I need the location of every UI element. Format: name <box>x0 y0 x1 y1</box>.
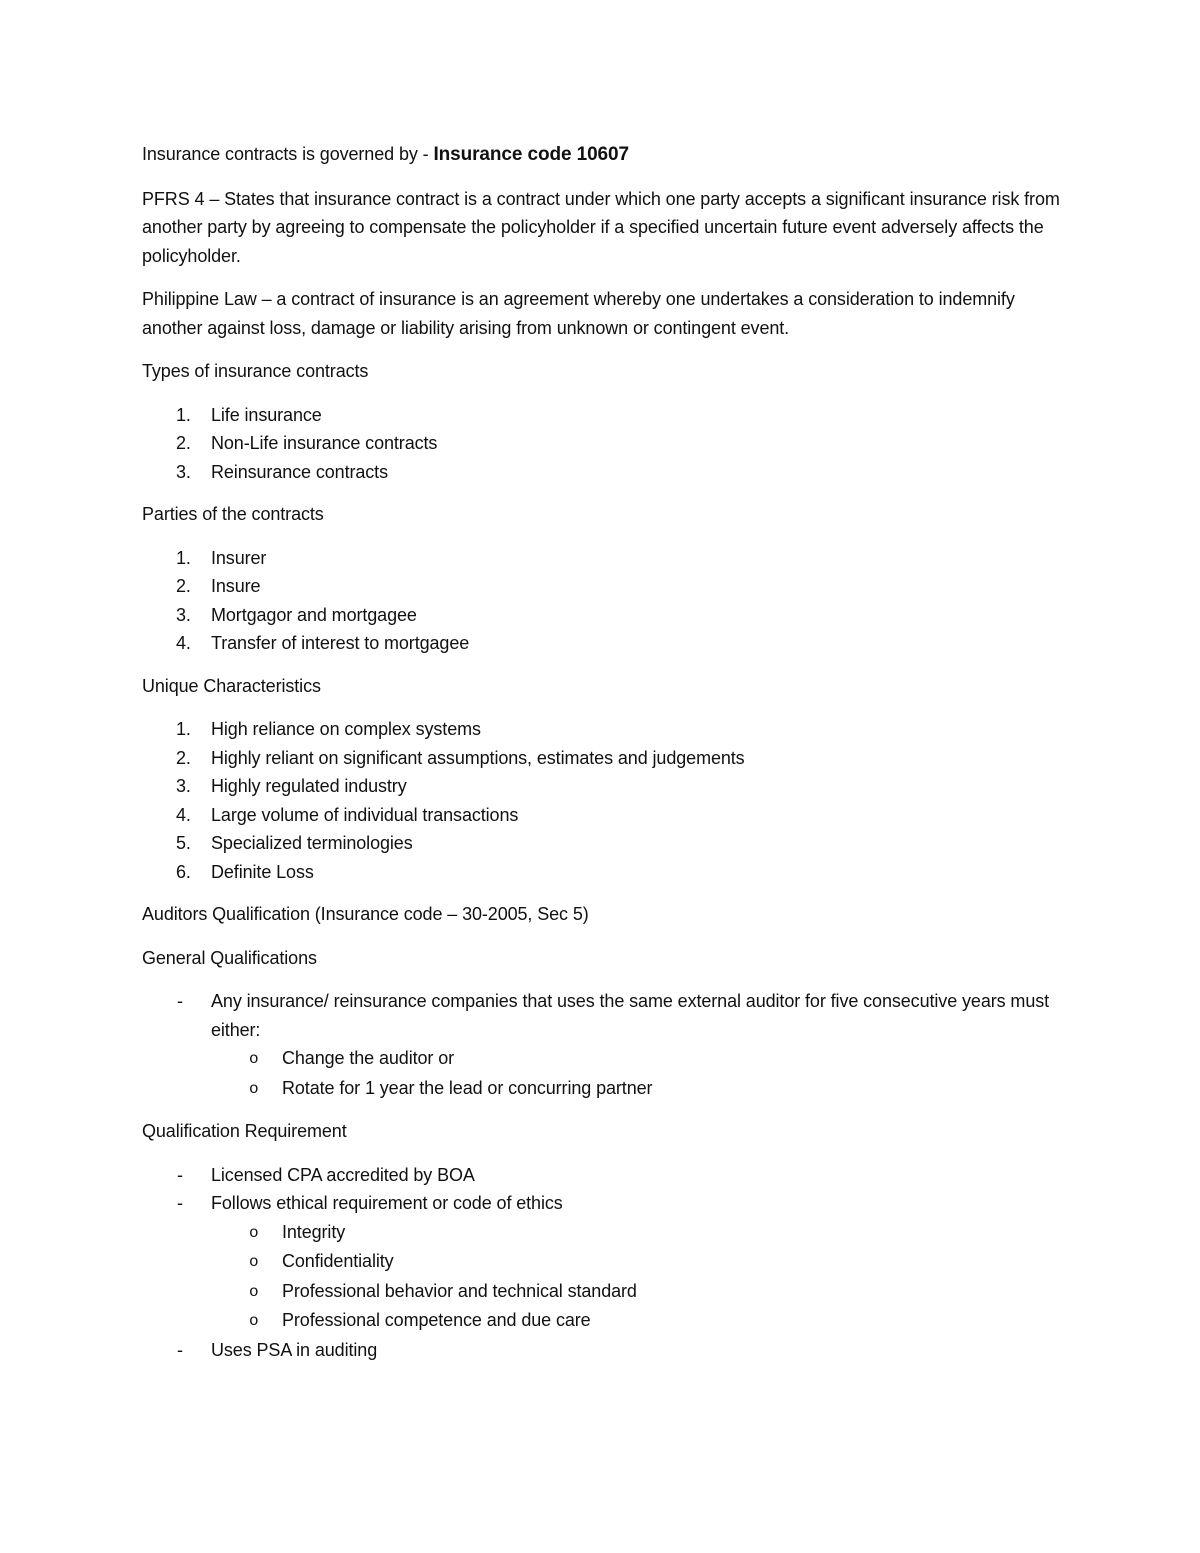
list-item <box>142 429 1062 458</box>
circle-bullet: o <box>249 1223 259 1242</box>
sub-list-item <box>211 1074 1062 1104</box>
sub-list-item-text: Integrity <box>282 1221 346 1242</box>
sub-list-item-text: Change the auditor or <box>282 1048 455 1068</box>
parties-heading: Parties of the contracts <box>142 504 324 524</box>
list-item-text: Definite Loss <box>211 861 314 882</box>
list-item-text: High reliance on complex systems <box>211 719 481 739</box>
list-item <box>142 987 1062 1103</box>
sub-list-item-text: Professional behavior and technical standard <box>282 1280 637 1301</box>
types-list <box>142 401 1062 487</box>
list-item <box>142 458 1062 487</box>
unique-list <box>142 715 1062 886</box>
list-item <box>142 858 1062 887</box>
sub-list-item-text: Rotate for 1 year the lead or concurring partner <box>282 1077 653 1098</box>
list-number: 5. <box>176 833 191 853</box>
governing-law-paragraph <box>142 140 1062 170</box>
list-item <box>142 401 1062 430</box>
sub-list-item <box>211 1218 1062 1248</box>
list-item <box>142 572 1062 601</box>
list-item-text: Highly regulated industry <box>211 776 407 796</box>
sub-list-item-text: Confidentiality <box>282 1251 394 1271</box>
list-number: 3. <box>176 776 191 796</box>
list-number: 2. <box>176 433 191 453</box>
circle-bullet: o <box>249 1312 259 1330</box>
list-number: 1. <box>176 547 191 568</box>
list-item-text: Any insurance/ reinsurance companies that uses the same external auditor for five consecutive years must either: <box>211 991 1050 1040</box>
list-item-text: Mortgagor and mortgagee <box>211 604 417 625</box>
sub-list-item-text: Professional competence and due care <box>282 1310 591 1330</box>
sub-list-item <box>211 1247 1062 1277</box>
general-sub-list <box>211 1044 1062 1103</box>
list-item-text: Specialized terminologies <box>211 833 413 853</box>
list-item-text: Insure <box>211 576 261 596</box>
list-item-text: Transfer of interest to mortgagee <box>211 633 470 653</box>
list-item <box>142 715 1062 744</box>
list-item <box>142 772 1062 801</box>
general-heading: General Qualifications <box>142 947 317 968</box>
circle-bullet: o <box>249 1282 259 1301</box>
list-item-text: Uses PSA in auditing <box>211 1339 378 1360</box>
list-item-text: Non-Life insurance contracts <box>211 433 438 453</box>
dash-bullet: - <box>177 991 183 1011</box>
list-item-text: Large volume of individual transactions <box>211 804 519 825</box>
list-number: 4. <box>176 804 191 825</box>
list-number: 6. <box>176 861 191 882</box>
list-item-text: Insurer <box>211 547 267 568</box>
list-item-text: Follows ethical requirement or code of ethics <box>211 1193 563 1213</box>
list-number: 2. <box>176 576 191 596</box>
list-item <box>142 629 1062 658</box>
list-number: 1. <box>176 719 191 739</box>
dash-bullet: - <box>177 1193 183 1213</box>
types-heading: Types of insurance contracts <box>142 361 369 381</box>
dash-bullet: - <box>177 1164 183 1185</box>
dash-bullet: - <box>177 1339 183 1360</box>
requirement-heading: Qualification Requirement <box>142 1121 347 1141</box>
sub-list-item <box>211 1277 1062 1307</box>
unique-heading: Unique Characteristics <box>142 675 321 696</box>
insurance-code-bold: Insurance code 10607 <box>433 144 629 165</box>
general-list <box>142 987 1062 1103</box>
document-page <box>142 140 1062 1378</box>
list-item <box>142 1336 1062 1365</box>
auditors-heading: Auditors Qualification (Insurance code – 30-2005, Sec 5) <box>142 904 589 924</box>
circle-bullet: o <box>249 1050 259 1068</box>
circle-bullet: o <box>249 1253 259 1271</box>
pfrs4-paragraph: PFRS 4 – States that insurance contract is a contract under which one party accepts a significant insurance risk from another party by agreeing to compensate the policyholder if a specified uncertain future event adversely affects the policyholder. <box>142 188 1060 266</box>
list-item-text: Reinsurance contracts <box>211 461 388 482</box>
list-item <box>142 801 1062 830</box>
list-item <box>142 829 1062 858</box>
governing-law-lead: Insurance contracts is governed by - <box>142 144 434 164</box>
list-item-text: Life insurance <box>211 404 322 425</box>
parties-list <box>142 544 1062 658</box>
circle-bullet: o <box>249 1079 259 1098</box>
philippine-law-paragraph: Philippine Law – a contract of insurance is an agreement whereby one undertakes a consideration to indemnify another against loss, damage or liability arising from unknown or contingent event. <box>142 289 1015 338</box>
requirement-list <box>142 1161 1062 1365</box>
list-item <box>142 601 1062 630</box>
list-number: 3. <box>176 461 191 482</box>
list-number: 1. <box>176 404 191 425</box>
list-item <box>142 744 1062 773</box>
list-number: 4. <box>176 633 191 653</box>
list-item <box>142 1189 1062 1336</box>
ethics-sub-list <box>211 1218 1062 1336</box>
sub-list-item <box>211 1306 1062 1336</box>
list-item <box>142 1161 1062 1190</box>
sub-list-item <box>211 1044 1062 1074</box>
list-number: 3. <box>176 604 191 625</box>
list-item <box>142 544 1062 573</box>
list-item-text: Highly reliant on significant assumptions, estimates and judgements <box>211 747 745 768</box>
list-number: 2. <box>176 747 191 768</box>
list-item-text: Licensed CPA accredited by BOA <box>211 1164 475 1185</box>
